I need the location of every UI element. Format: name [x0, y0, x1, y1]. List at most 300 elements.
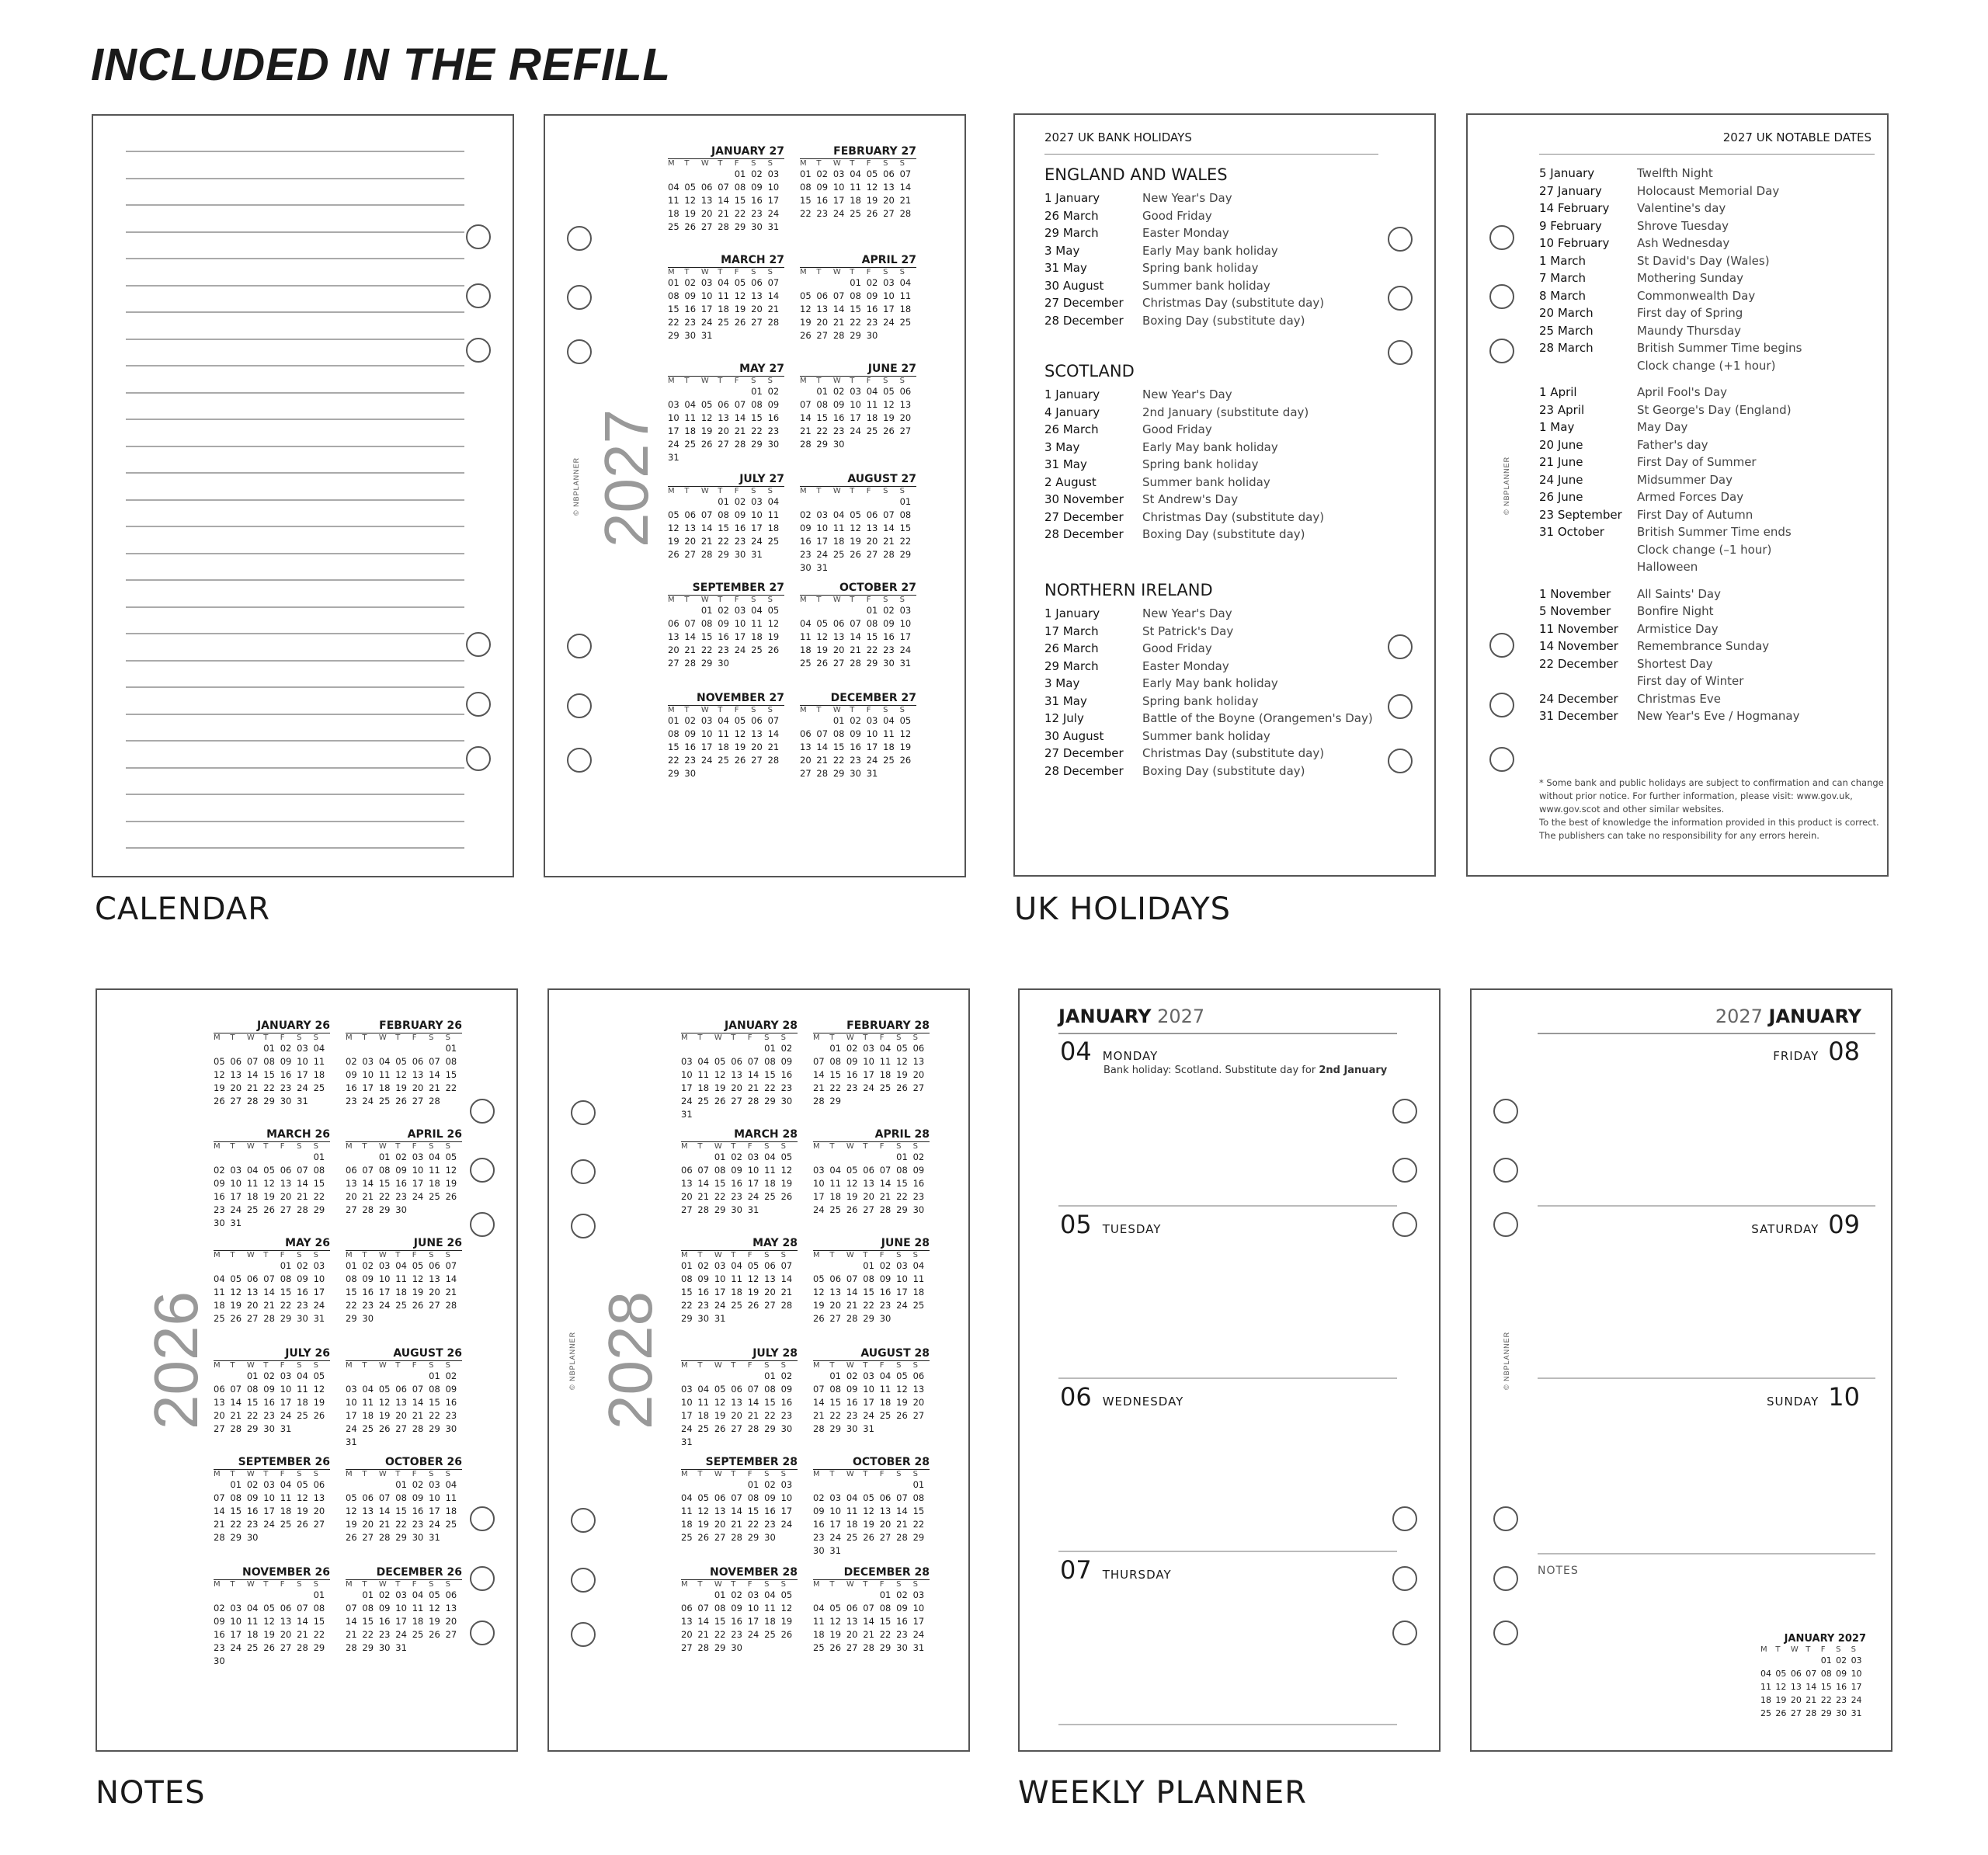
day-number: 12 [866, 182, 878, 193]
day-number: 08 [714, 1165, 726, 1176]
day-number: 19 [668, 536, 679, 547]
month-title: NOVEMBER 28 [681, 1566, 798, 1580]
day-number: 18 [668, 208, 679, 219]
day-number: 10 [230, 1178, 242, 1189]
weekday-label: T [863, 1361, 868, 1370]
binder-hole [466, 746, 491, 771]
day-number: 23 [832, 426, 845, 436]
weekday-label: S [780, 1251, 786, 1259]
day-number: 12 [863, 1506, 874, 1516]
day-number: 27 [395, 1423, 407, 1434]
day-number: 23 [684, 755, 697, 766]
weekday-label: T [395, 1361, 401, 1370]
month-calendar [800, 145, 916, 221]
day-number: 18 [718, 304, 729, 314]
month-title: FEBRUARY 27 [800, 145, 916, 159]
day-number: 17 [412, 1178, 424, 1189]
day-number: 05 [700, 399, 713, 410]
day-number: 20 [899, 412, 912, 423]
day-number: 03 [378, 1260, 391, 1271]
weekday-label: M [214, 1470, 221, 1478]
day-number: 09 [378, 1603, 391, 1614]
weekday-label: S [764, 1142, 770, 1151]
day-number: 03 [297, 1043, 308, 1054]
day-number: 07 [697, 1165, 710, 1176]
weekday-label: F [866, 377, 871, 385]
day-number: 28 [297, 1204, 308, 1215]
binder-hole [466, 692, 491, 717]
day-number: 11 [883, 728, 895, 739]
day-number: 12 [800, 304, 812, 314]
day-number: 22 [395, 1519, 407, 1530]
day-number: 06 [445, 1589, 457, 1600]
weekday-label: T [684, 377, 690, 385]
binder-hole [567, 748, 592, 773]
month-calendar [214, 1566, 330, 1668]
day-number: 28 [734, 439, 746, 450]
day-number: 01 [734, 168, 746, 179]
day-number: 02 [879, 1260, 891, 1271]
day-number: 08 [346, 1273, 357, 1284]
day-number: 13 [214, 1397, 225, 1408]
day-number: 08 [280, 1273, 292, 1284]
day-number: 28 [767, 755, 780, 766]
day-number: 09 [412, 1492, 424, 1503]
day-number: 25 [445, 1519, 457, 1530]
weekday-label: W [832, 706, 841, 714]
weekday-label: F [412, 1361, 417, 1370]
notable-date: 31 October [1539, 525, 1604, 539]
day-number: 25 [846, 1532, 858, 1543]
day-number: 02 [731, 1152, 742, 1162]
day-number: 18 [313, 1069, 325, 1080]
day-number: 28 [899, 208, 912, 219]
notable-date: 1 November [1539, 586, 1611, 601]
weekday-label: F [734, 596, 739, 604]
day-number: 19 [313, 1397, 325, 1408]
weekday-header [346, 1580, 462, 1589]
day-number: 06 [429, 1260, 440, 1271]
month-calendar [668, 582, 784, 670]
weekday-header [813, 1033, 930, 1042]
day-number: 17 [751, 523, 763, 533]
day-number: 14 [246, 1069, 259, 1080]
day-number: 24 [747, 1629, 759, 1640]
day-number: 17 [313, 1287, 325, 1297]
notable-row [1539, 622, 1719, 636]
holiday-row [1044, 226, 1229, 240]
day-number: 13 [846, 1616, 858, 1627]
day-number: 28 [731, 1532, 742, 1543]
weekday-label: T [731, 1470, 736, 1478]
weekday-label: S [767, 706, 773, 714]
day-number: 20 [346, 1191, 357, 1202]
day-number: 04 [866, 386, 878, 397]
day-number: 04 [767, 496, 780, 507]
weekday-label: T [697, 1033, 703, 1042]
day-number: 26 [714, 1423, 726, 1434]
day-number: 29 [1820, 1708, 1832, 1718]
day-number: 13 [863, 1178, 874, 1189]
notable-row [1539, 455, 1757, 469]
day-number: 26 [734, 755, 746, 766]
binder-hole [1489, 633, 1514, 658]
day-number: 21 [297, 1191, 308, 1202]
day-number: 17 [230, 1191, 242, 1202]
day-number: 21 [684, 644, 697, 655]
day-number: 19 [863, 1519, 874, 1530]
day-number: 28 [780, 1300, 793, 1311]
weekday-label: S [297, 1580, 302, 1589]
day-number: 02 [297, 1260, 308, 1271]
day-number: 25 [883, 755, 895, 766]
weekday-label: T [697, 1142, 703, 1151]
day-number: 02 [1836, 1655, 1847, 1666]
day-number: 25 [879, 1410, 891, 1421]
notable-date: 27 January [1539, 183, 1602, 198]
day-number: 25 [899, 317, 912, 328]
day-number: 13 [1790, 1682, 1802, 1692]
day-number: 18 [684, 426, 697, 436]
day-number: 14 [412, 1397, 424, 1408]
day-number: 06 [899, 386, 912, 397]
lined-notes-page [92, 114, 514, 877]
day-number: 04 [829, 1165, 842, 1176]
day-number: 02 [684, 715, 697, 726]
day-number: 21 [378, 1519, 391, 1530]
day-number: 01 [800, 168, 812, 179]
day-number: 10 [866, 728, 878, 739]
day-number: 27 [718, 439, 729, 450]
day-number: 16 [764, 1506, 776, 1516]
day-number: 17 [263, 1506, 275, 1516]
note-line [126, 339, 464, 340]
month-title: OCTOBER 28 [813, 1456, 930, 1470]
weekday-label: F [734, 377, 739, 385]
binder-hole [470, 1158, 495, 1183]
month-title: JULY 28 [681, 1347, 798, 1361]
day-number: 03 [780, 1479, 793, 1490]
day-number: 25 [751, 644, 763, 655]
day-number: 19 [214, 1082, 225, 1093]
weekday-label: W [700, 377, 709, 385]
day-number: 29 [429, 1423, 440, 1434]
day-number: 18 [378, 1082, 391, 1093]
holiday-row [1044, 440, 1278, 454]
day-number: 16 [718, 631, 729, 642]
notable-date: 24 June [1539, 472, 1583, 487]
day-number: 01 [816, 386, 829, 397]
day-number: 01 [668, 715, 679, 726]
weekday-label: S [883, 487, 888, 495]
note-line [126, 553, 464, 554]
weekday-label: T [263, 1580, 269, 1589]
weekday-label: S [751, 706, 756, 714]
day-number: 24 [747, 1191, 759, 1202]
divider [1058, 1377, 1397, 1379]
notable-name: Christmas Eve [1637, 691, 1721, 706]
day-number: 04 [429, 1152, 440, 1162]
day-number: 21 [813, 1082, 825, 1093]
day-number: 19 [780, 1616, 793, 1627]
day-number: 14 [896, 1506, 908, 1516]
day-number: 31 [280, 1423, 292, 1434]
weekday-label: T [863, 1142, 868, 1151]
day-number: 21 [747, 1410, 759, 1421]
day-number: 16 [800, 536, 812, 547]
weekday-label: T [230, 1470, 235, 1478]
day-number: 27 [764, 1300, 776, 1311]
binder-hole [1392, 1158, 1417, 1183]
day-number: 01 [896, 1152, 908, 1162]
day-number: 18 [246, 1191, 259, 1202]
day-number: 05 [1060, 1210, 1092, 1239]
weekday-label: W [378, 1251, 387, 1259]
day-number: 16 [832, 412, 845, 423]
weekday-label: F [280, 1251, 285, 1259]
day-number: 13 [346, 1178, 357, 1189]
day-number: 05 [346, 1492, 357, 1503]
weekday-label: S [912, 1470, 918, 1478]
notable-name: St David's Day (Wales) [1637, 253, 1770, 268]
holiday-date: 3 May [1044, 439, 1080, 454]
day-number: 04 [832, 509, 845, 520]
day-number: 29 [816, 439, 829, 450]
binder-hole [1489, 225, 1514, 250]
day-number: 20 [800, 755, 812, 766]
day-number: 19 [829, 1629, 842, 1640]
day-number: 25 [246, 1642, 259, 1653]
day-grid [800, 168, 916, 221]
day-number: 09 [246, 1492, 259, 1503]
day-number: 04 [668, 182, 679, 193]
day-number: 23 [780, 1410, 793, 1421]
note-line [126, 821, 464, 822]
weekday-header [800, 596, 916, 604]
day-number: 23 [362, 1300, 374, 1311]
day-number: 06 [879, 1492, 891, 1503]
weekday-header [346, 1251, 462, 1259]
holiday-row [1044, 492, 1238, 506]
day-number: 20 [429, 1287, 440, 1297]
day-number: 06 [246, 1273, 259, 1284]
day-number: 13 [681, 1178, 693, 1189]
day-number: 25 [1760, 1708, 1771, 1718]
weekday-label: F [734, 159, 739, 168]
weekday-label: F [866, 159, 871, 168]
day-number: 12 [313, 1384, 325, 1395]
day-number: 02 [780, 1370, 793, 1381]
day-name: FRIDAY [1773, 1049, 1819, 1063]
day-number: 06 [846, 1603, 858, 1614]
month-label: JANUARY [1768, 1006, 1861, 1027]
day-number: 06 [280, 1603, 292, 1614]
month-calendar [800, 473, 916, 575]
day-number: 30 [445, 1423, 457, 1434]
day-number: 01 [280, 1260, 292, 1271]
notable-name: Valentine's day [1637, 201, 1726, 215]
day-number: 08 [668, 728, 679, 739]
day-number: 12 [780, 1165, 793, 1176]
weekday-header [214, 1361, 330, 1370]
day-number: 03 [832, 168, 845, 179]
weekday-label: S [429, 1361, 434, 1370]
day-number: 28 [883, 549, 895, 560]
weekday-label: T [684, 159, 690, 168]
day-number: 18 [912, 1287, 925, 1297]
day-number: 03 [863, 1370, 874, 1381]
weekday-label: S [751, 268, 756, 276]
notable-row [1539, 271, 1743, 285]
weekday-label: M [214, 1142, 221, 1151]
day-number: 10 [230, 1616, 242, 1627]
day-number: 14 [445, 1273, 457, 1284]
day-number: 02 [896, 1589, 908, 1600]
day-number: 20 [863, 1191, 874, 1202]
day-number: 15 [429, 1397, 440, 1408]
day-number: 22 [668, 755, 679, 766]
day-number: 09 [846, 1384, 858, 1395]
holiday-name: Easter Monday [1142, 226, 1229, 240]
day-number: 02 [684, 277, 697, 288]
binder-hole [470, 1099, 495, 1124]
note-line [126, 660, 464, 662]
day-number: 26 [429, 1629, 440, 1640]
day-number: 03 [850, 386, 861, 397]
day-number: 24 [896, 1300, 908, 1311]
day-grid [346, 1478, 462, 1544]
holiday-date: 28 December [1044, 527, 1124, 541]
day-number: 29 [313, 1642, 325, 1653]
day-number: 28 [429, 1096, 440, 1106]
day-number: 30 [879, 1313, 891, 1324]
day-number: 04 [1060, 1037, 1092, 1066]
weekday-label: W [714, 1033, 722, 1042]
day-number: 24 [230, 1204, 242, 1215]
day-number: 08 [764, 1056, 776, 1067]
footnote-line: To the best of knowledge the information provided in this product is correct. [1539, 817, 1879, 828]
day-grid [813, 1589, 930, 1655]
day-number: 06 [668, 618, 679, 629]
notable-name: Twelfth Night [1637, 166, 1713, 180]
notes-label: NOTES [1538, 1565, 1579, 1577]
weekday-label: M [800, 268, 807, 276]
region-heading: ENGLAND AND WALES [1044, 165, 1228, 184]
day-number: 05 [412, 1260, 424, 1271]
day-number: 17 [681, 1410, 693, 1421]
day-number: 31 [747, 1204, 759, 1215]
day-number: 11 [681, 1506, 693, 1516]
day-number: 25 [764, 1629, 776, 1640]
holiday-name: Spring bank holiday [1142, 261, 1259, 275]
day-number: 27 [879, 1532, 891, 1543]
day-number: 11 [697, 1397, 710, 1408]
notable-date: 26 June [1539, 490, 1583, 504]
holiday-row [1044, 729, 1270, 743]
note-line [126, 794, 464, 795]
day-number: 22 [734, 208, 746, 219]
day-number: 06 [751, 277, 763, 288]
weekday-label: W [832, 268, 841, 276]
day-number: 07 [863, 1603, 874, 1614]
day-grid [800, 495, 916, 575]
day-number: 28 [896, 1532, 908, 1543]
weekday-label: M [800, 487, 807, 495]
day-number: 18 [445, 1506, 457, 1516]
day-number: 07 [297, 1603, 308, 1614]
day-number: 19 [846, 1191, 858, 1202]
day-number: 17 [829, 1519, 842, 1530]
day-number: 04 [751, 605, 763, 616]
day-number: 24 [346, 1423, 357, 1434]
day-number: 15 [1820, 1682, 1832, 1692]
day-number: 12 [714, 1069, 726, 1080]
day-number: 25 [879, 1082, 891, 1093]
day-number: 18 [883, 742, 895, 752]
day-number: 06 [912, 1043, 925, 1054]
day-number: 18 [813, 1629, 825, 1640]
day-number: 21 [863, 1629, 874, 1640]
holiday-date: 27 December [1044, 746, 1124, 760]
day-number: 12 [214, 1069, 225, 1080]
day-number: 07 [767, 277, 780, 288]
day-number: 25 [832, 549, 845, 560]
note-line [126, 526, 464, 527]
day-number: 06 [883, 168, 895, 179]
day-number: 18 [879, 1069, 891, 1080]
day-number: 08 [230, 1492, 242, 1503]
day-number: 05 [684, 182, 697, 193]
weekday-label: T [395, 1033, 401, 1042]
day-number: 01 [668, 277, 679, 288]
day-number: 02 [362, 1260, 374, 1271]
weekday-label: W [1790, 1645, 1799, 1654]
day-number: 26 [767, 644, 780, 655]
day-number: 23 [412, 1519, 424, 1530]
month-calendar [214, 1456, 330, 1544]
day-number: 07 [896, 1492, 908, 1503]
weekday-header [668, 706, 784, 714]
day-number: 08 [734, 182, 746, 193]
day-number: 26 [896, 1082, 908, 1093]
day-number: 29 [668, 768, 679, 779]
day-number: 10 [700, 290, 713, 301]
binder-hole [567, 339, 592, 364]
weekday-label: F [280, 1142, 285, 1151]
month-calendar [668, 692, 784, 780]
day-number: 12 [896, 1056, 908, 1067]
notable-row [1539, 438, 1708, 452]
holiday-row [1044, 296, 1324, 310]
weekday-label: W [246, 1470, 255, 1478]
day-grid [668, 714, 784, 780]
month-calendar [346, 1237, 462, 1325]
day-number: 17 [863, 1069, 874, 1080]
month-calendar [346, 1566, 462, 1655]
day-number: 19 [813, 1300, 825, 1311]
weekday-header [214, 1142, 330, 1151]
day-number: 29 [866, 658, 878, 669]
notable-row [1539, 219, 1729, 233]
day-number: 02 [346, 1056, 357, 1067]
weekday-label: T [362, 1033, 367, 1042]
day-number: 03 [1851, 1655, 1862, 1666]
day-number: 05 [883, 386, 895, 397]
day-number: 04 [1760, 1669, 1771, 1679]
day-number: 06 [700, 182, 713, 193]
day-number: 10 [734, 618, 746, 629]
day-number: 19 [714, 1082, 726, 1093]
